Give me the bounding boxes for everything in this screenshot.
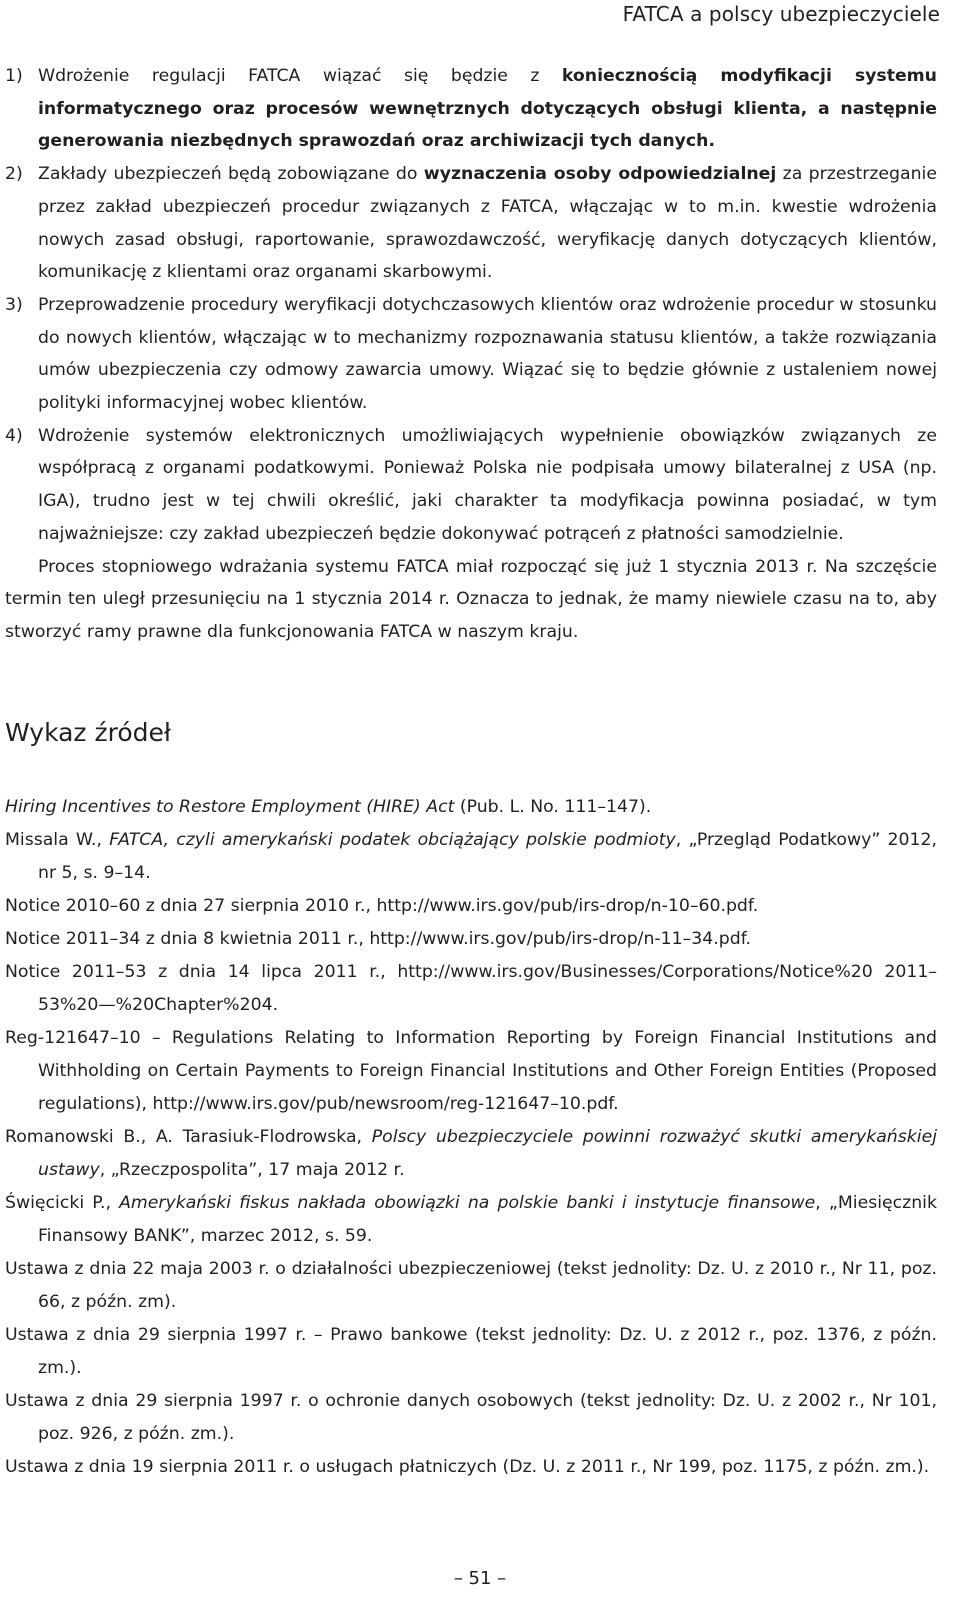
- bibliography-entry: [5, 956, 937, 1022]
- numbered-list: [5, 60, 937, 551]
- entry-text: Missala W.,: [5, 830, 110, 850]
- entry-text: Reg-121647–10 – Regulations Relating to Information Reporting by Foreign Financial Institutions and Withholding on Certain Payments to Foreign Financial Institutions and Other Foreign Entities (Proposed regulations), http://www.irs.gov/pub/newsroom/reg-121647–10.pdf.: [5, 1028, 937, 1114]
- list-item-number: 2): [5, 164, 23, 185]
- entry-text: Święcicki P.,: [5, 1193, 120, 1213]
- entry-text: , „Rzeczpospolita”, 17 maja 2012 r.: [99, 1160, 405, 1180]
- bibliography-entry: [5, 1187, 937, 1253]
- page-number: – 51 –: [453, 1568, 507, 1589]
- entry-text: Ustawa z dnia 22 maja 2003 r. o działalności ubezpieczeniowej (tekst jednolity: Dz. U. z 2010 r., Nr 11, poz. 66, z późn. zm).: [5, 1259, 937, 1312]
- entry-text: Romanowski B., A. Tarasiuk-Flodrowska,: [5, 1127, 372, 1147]
- list-item-text: [38, 60, 937, 158]
- bibliography-entry: [5, 791, 937, 824]
- entry-text: (Pub. L. No. 111–147).: [454, 797, 652, 817]
- bibliography-list: [5, 791, 937, 1484]
- bold-run: koniecznością modyfikacji systemu informatycznego oraz procesów wewnętrznych dotyczących obsługi klienta, a następnie generowania niezbędnych sprawozdań oraz archiwizacji tych danych.: [38, 66, 937, 152]
- list-item-number: 4): [5, 425, 23, 446]
- entry-title: FATCA, czyli amerykański podatek obciążający polskie podmioty: [109, 830, 676, 850]
- bibliography-entry: [5, 1253, 937, 1319]
- entry-text: Notice 2011–34 z dnia 8 kwietnia 2011 r., http://www.irs.gov/pub/irs-drop/n-11–34.pdf.: [5, 929, 752, 949]
- entry-text: Notice 2011–53 z dnia 14 lipca 2011 r., http://www.irs.gov/Businesses/Corporations/Notice%20 2011–53%20—%20Chapter%204.: [5, 962, 937, 1015]
- text-run: Przeprowadzenie procedury weryfikacji dotychczasowych klientów oraz wdrożenie procedur w stosunku do nowych klientów, włączając w to mechanizmy rozpoznawania statusu klientów, a także rozwiązania umów ubezpieczenia czy odmowy zawarcia umowy. Wiązać się to będzie głównie z ustaleniem nowej polityki informacyjnej wobec klientów.: [38, 294, 937, 414]
- entry-title: Amerykański fiskus nakłada obowiązki na polskie banki i instytucje finansowe: [119, 1193, 816, 1213]
- entry-title: Polscy ubezpieczyciele powinni rozważyć skutki amerykańskiej ustawy: [38, 1127, 937, 1180]
- bold-run: wyznaczenia osoby odpowiedzialnej: [423, 164, 777, 185]
- text-run: Wdrożenie regulacji FATCA wiązać się będzie z: [38, 66, 562, 86]
- bibliography-entry: [5, 1385, 937, 1451]
- text-run: Zakłady ubezpieczeń będą zobowiązane do: [38, 164, 424, 185]
- list-item-number: 3): [5, 294, 23, 315]
- entry-text: , „Miesięcznik Finansowy BANK”, marzec 2012, s. 59.: [38, 1193, 937, 1246]
- closing-paragraph: Proces stopniowego wdrażania systemu FATCA miał rozpocząć się już 1 stycznia 2013 r. Na szczęście termin ten uległ przesunięciu na 1 stycznia 2014 r. Oznacza to jednak, że mamy niewiele czasu na to, aby stworzyć ramy prawne dla funkcjonowania FATCA w naszym kraju.: [5, 556, 937, 642]
- list-item: [5, 289, 937, 420]
- list-item: [5, 158, 937, 289]
- running-header: FATCA a polscy ubezpieczyciele: [622, 2, 940, 26]
- entry-text: Ustawa z dnia 29 sierpnia 1997 r. – Prawo bankowe (tekst jednolity: Dz. U. z 2012 r., poz. 1376, z późn. zm.).: [5, 1325, 937, 1378]
- bibliography-entry: [5, 1451, 937, 1484]
- list-item: [5, 60, 937, 158]
- bibliography-entry: [5, 824, 937, 890]
- entry-title: Hiring Incentives to Restore Employment (HIRE) Act: [5, 797, 455, 817]
- entry-text: Ustawa z dnia 19 sierpnia 2011 r. o usługach płatniczych (Dz. U. z 2011 r., Nr 199, poz. 1175, z późn. zm.).: [5, 1457, 930, 1477]
- bibliography-entry: [5, 1121, 937, 1187]
- bibliography-entry: [5, 923, 937, 956]
- entry-text: Ustawa z dnia 29 sierpnia 1997 r. o ochronie danych osobowych (tekst jednolity: Dz. U. z 2002 r., Nr 101, poz. 926, z późn. zm.).: [5, 1391, 937, 1444]
- bibliography-entry: [5, 1319, 937, 1385]
- list-item-text: [38, 420, 937, 551]
- sources-heading: Wykaz źródeł: [5, 718, 172, 747]
- list-item: [5, 420, 937, 551]
- bibliography-entry: [5, 1022, 937, 1121]
- list-item-text: [38, 289, 937, 420]
- entry-text: , „Przegląd Podatkowy” 2012, nr 5, s. 9–14.: [38, 830, 937, 883]
- body-text: [5, 60, 937, 649]
- list-item-text: [38, 158, 937, 289]
- text-run: za przestrzeganie przez zakład ubezpieczeń procedur związanych z FATCA, włączając w to m.in. kwestie wdrożenia nowych zasad obsługi, raportowanie, sprawozdawczość, weryfikację danych dotyczących klientów, komunikację z klientami oraz organami skarbowymi.: [38, 164, 937, 283]
- bibliography-entry: [5, 890, 937, 923]
- list-item-number: 1): [5, 66, 23, 86]
- text-run: Wdrożenie systemów elektronicznych umożliwiających wypełnienie obowiązków związanych ze współpracą z organami podatkowymi. Ponieważ Polska nie podpisała umowy bilateralnej z USA (np. IGA), trudno jest w tej chwili określić, jaki charakter ta modyfikacja powinna posiadać, w tym najważniejsze: czy zakład ubezpieczeń będzie dokonywać potrąceń z płatności samodzielnie.: [38, 425, 937, 544]
- entry-text: Notice 2010–60 z dnia 27 sierpnia 2010 r., http://www.irs.gov/pub/irs-drop/n-10–60.pdf.: [5, 896, 759, 916]
